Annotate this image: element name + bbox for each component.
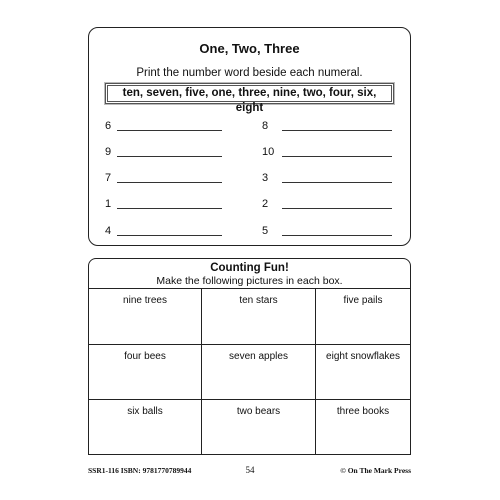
numeral-row <box>105 225 245 239</box>
drawing-box[interactable]: ten stars <box>202 289 316 345</box>
drawing-box[interactable]: seven apples <box>202 345 316 400</box>
drawing-box[interactable]: two bears <box>202 400 316 455</box>
numeral-row <box>262 225 402 239</box>
numeral-row <box>262 120 402 134</box>
answer-line[interactable] <box>117 130 222 131</box>
worksheet-instruction: Make the following pictures in each box. <box>156 275 343 287</box>
answer-line[interactable] <box>117 182 222 183</box>
answer-line[interactable] <box>117 208 222 209</box>
numeral-row <box>262 198 402 212</box>
answer-line[interactable] <box>117 156 222 157</box>
answer-line[interactable] <box>117 235 222 236</box>
drawing-box[interactable]: four bees <box>89 345 202 400</box>
drawing-box[interactable]: three books <box>336 406 390 417</box>
answer-line[interactable] <box>282 182 392 183</box>
numeral: 5 <box>262 225 269 237</box>
drawing-box[interactable]: six balls <box>89 400 202 455</box>
drawing-box[interactable]: five pails <box>316 289 410 345</box>
worksheet-title: Counting Fun! <box>210 262 289 274</box>
drawing-box[interactable]: nine trees <box>89 289 202 345</box>
page-number: 54 <box>245 465 255 475</box>
numeral: 2 <box>262 198 269 210</box>
numeral: 10 <box>262 146 275 158</box>
counting-worksheet <box>88 258 411 455</box>
numeral: 9 <box>105 146 112 158</box>
numeral: 1 <box>105 198 112 210</box>
worksheet-instruction: Print the number word beside each numeral. <box>136 67 363 79</box>
numeral-row <box>105 198 245 212</box>
numeral-row <box>105 120 245 134</box>
worksheet-title: One, Two, Three <box>199 41 300 56</box>
numeral: 4 <box>105 225 112 237</box>
answer-line[interactable] <box>282 130 392 131</box>
drawing-grid <box>89 288 410 455</box>
answer-line[interactable] <box>282 156 392 157</box>
drawing-box[interactable]: eight snowflakes <box>316 345 410 400</box>
publisher-footer: © On The Mark Press <box>340 466 411 475</box>
numeral: 6 <box>105 120 112 132</box>
numeral-row <box>105 146 245 160</box>
numeral-row <box>105 172 245 186</box>
answer-line[interactable] <box>282 208 392 209</box>
numeral: 7 <box>105 172 112 184</box>
answer-line[interactable] <box>282 235 392 236</box>
numeral: 3 <box>262 172 269 184</box>
word-bank: ten, seven, five, one, three, nine, two, four, six, eight <box>105 83 394 104</box>
isbn-footer: SSR1-116 ISBN: 9781770789944 <box>88 466 192 475</box>
numeral-row <box>262 172 402 186</box>
numeral-row <box>262 146 402 160</box>
number-word-worksheet <box>88 27 411 246</box>
numeral: 8 <box>262 120 269 132</box>
